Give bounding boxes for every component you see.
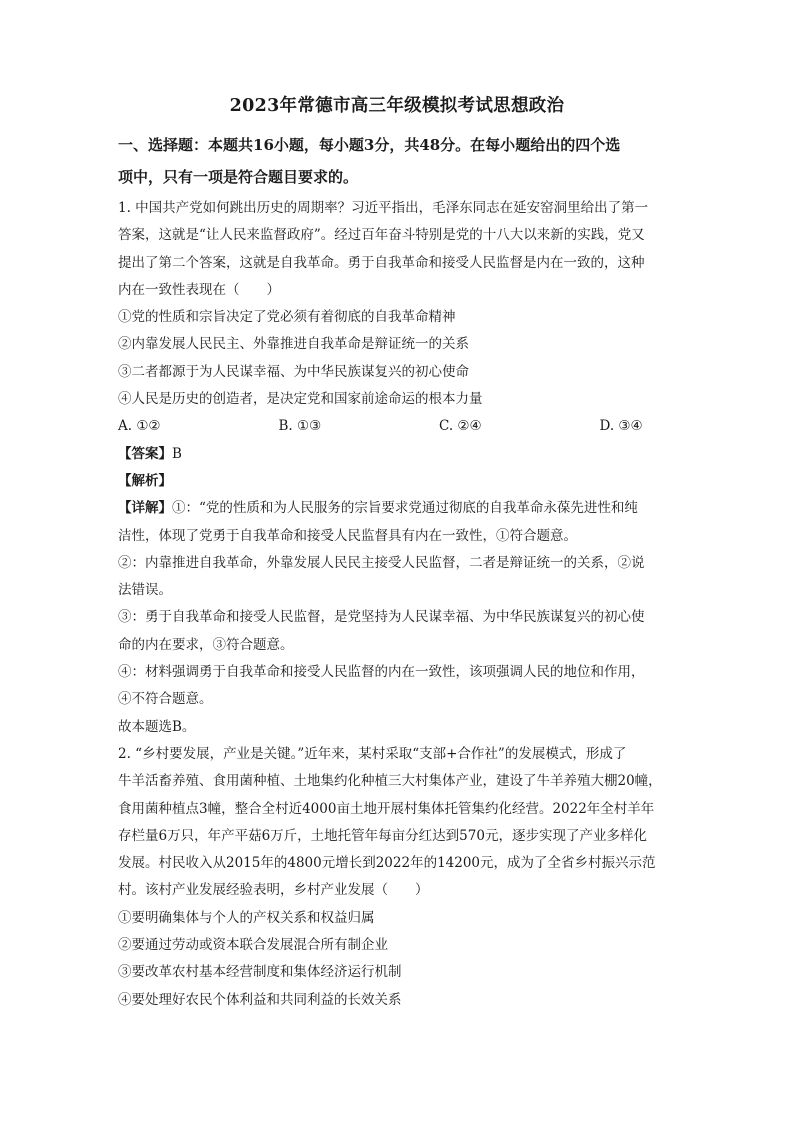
statement-item: ②要通过劳动或资本联合发展混合所有制企业 — [118, 937, 388, 954]
detail-line: 故本题选B。 — [118, 718, 196, 735]
answer-value: B — [172, 445, 182, 462]
question-stem-line: 答案，这就是“让人民来监督政府”。经过百年奋斗特别是党的十八大以来新的实践，党又 — [118, 227, 645, 244]
question-stem-line: 发展。村民收入从2015年的4800元增长到2022年的14200元，成为了全省乡村振兴示范 — [118, 855, 656, 872]
detail-line: ③：勇于自我革命和接受人民监督，是党坚持为人民谋幸福、为中华民族谋复兴的初心使 — [118, 609, 645, 626]
detail-line: ④：材料强调勇于自我革命和接受人民监督的内在一致性，该项强调人民的地位和作用， — [118, 664, 645, 681]
detail-line — [118, 495, 676, 522]
answer-options — [118, 413, 676, 440]
detail-line: 命的内在要求，③符合题意。 — [118, 636, 294, 653]
question-stem-line: 存栏量6万只，年产平菇6万斤，土地托管年每亩分红达到570元，逐步实现了产业多样化 — [118, 827, 647, 844]
question-stem-line: 提出了第二个答案，这就是自我革命。勇于自我革命和接受人民监督是内在一致的，这种 — [118, 254, 645, 271]
option-a: A. ①② — [118, 418, 161, 435]
detail-label: 【详解】 — [118, 500, 172, 517]
statement-item: ②内靠发展人民民主、外靠推进自我革命是辩证统一的关系 — [118, 336, 469, 353]
question-stem-line: 2. “乡村要发展，产业是关键。”近年来，某村采取“支部+合作社”的发展模式，形成了 — [118, 745, 627, 762]
page-title: 2023年常德市高三年级模拟考试思想政治 — [229, 96, 565, 116]
detail-line: ②：内靠推进自我革命，外靠发展人民民主接受人民监督，二者是辩证统一的关系，②说 — [118, 554, 645, 571]
option-d: D. ③④ — [599, 418, 643, 435]
statement-item: ④人民是历史的创造者，是决定党和国家前途命运的根本力量 — [118, 391, 483, 408]
option-c: C. ②④ — [439, 418, 482, 435]
detail-line: ④不符合题意。 — [118, 691, 213, 708]
question-1 — [118, 195, 676, 741]
section-heading-line: 项中，只有一项是符合题目要求的。 — [118, 168, 359, 186]
section-heading-line: 一、选择题：本题共16小题，每小题3分，共48分。在每小题给出的四个选 — [118, 136, 621, 154]
statement-item: ③二者都源于为人民谋幸福、为中华民族谋复兴的初心使命 — [118, 363, 469, 380]
question-stem-line: 牛羊活畜养殖、食用菌种植、土地集约化种植三大村集体产业，建设了牛羊养殖大棚20幢， — [118, 773, 662, 790]
detail-text: ①：“党的性质和为人民服务的宗旨要求党通过彻底的自我革命永葆先进性和纯 — [172, 500, 638, 517]
question-stem-line: 1. 中国共产党如何跳出历史的周期率？习近平指出，毛泽东同志在延安窑洞里给出了第一 — [118, 200, 649, 216]
analysis-line — [118, 468, 676, 495]
detail-line: 洁性，体现了党勇于自我革命和接受人民监督具有内在一致性，①符合题意。 — [118, 527, 577, 544]
analysis-label: 【解析】 — [118, 472, 172, 489]
question-2 — [118, 741, 676, 1014]
question-stem-line: 内在一致性表现在（ ） — [118, 281, 280, 298]
answer-line — [118, 441, 676, 468]
statement-item: ①党的性质和宗旨决定了党必须有着彻底的自我革命精神 — [118, 309, 456, 326]
question-stem-line: 食用菌种植点3幢，整合全村近4000亩土地开展村集体托管集约化经营。2022年全村羊年 — [118, 800, 655, 817]
answer-label: 【答案】 — [118, 445, 172, 462]
option-b: B. ①③ — [278, 418, 322, 435]
detail-line: 法错误。 — [118, 582, 172, 599]
statement-item: ③要改革农村基本经营制度和集体经济运行机制 — [118, 964, 402, 981]
statement-item: ①要明确集体与个人的产权关系和权益归属 — [118, 909, 375, 926]
statement-item: ④要处理好农民个体利益和共同利益的长效关系 — [118, 991, 402, 1008]
question-stem-line: 村。该村产业发展经验表明，乡村产业发展（ ） — [118, 882, 429, 899]
section-heading — [118, 131, 676, 191]
